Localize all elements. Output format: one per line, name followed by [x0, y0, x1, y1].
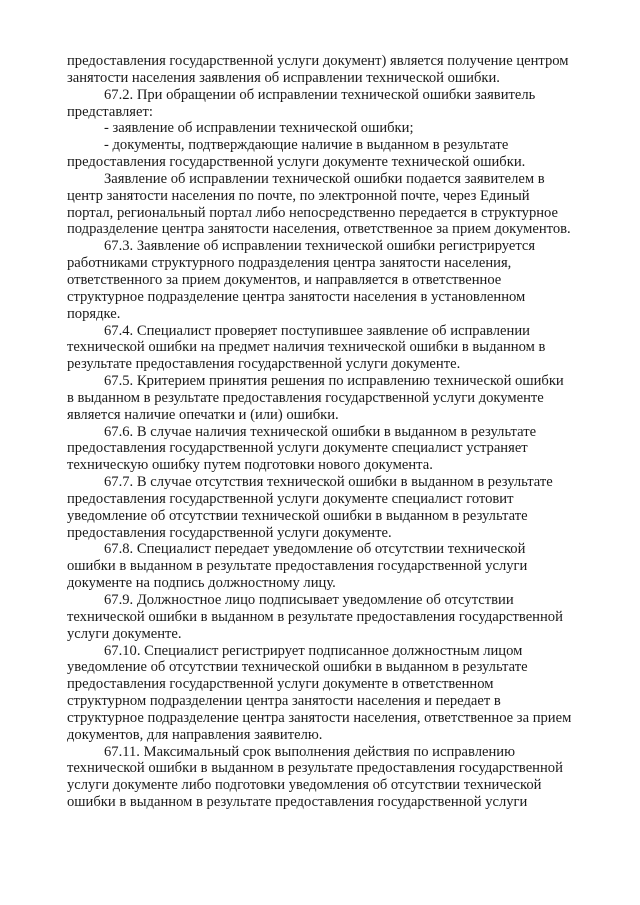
paragraph-submission: Заявление об исправлении технической ошибки подается заявителем в центр занятости населения по почте, по электронной почте, через Единый портал, региональный портал либо непосредственно передается в структурное подразделение центра занятости населения, ответственное за прием документов.: [67, 170, 571, 238]
list-item-application: - заявление об исправлении технической ошибки;: [104, 120, 414, 137]
paragraph-67-3: 67.3. Заявление об исправлении технической ошибки регистрируется работниками структурного подразделения центра занятости населения, ответственного за прием документов, и направляется в ответственное структурное подразделение центра занятости населения в установленном порядке.: [67, 238, 536, 322]
paragraph-67-4: 67.4. Специалист проверяет поступившее заявление об исправлении технической ошибки на предмет наличия технической ошибки в выданном в результате предоставления государственной услуги документе.: [67, 322, 546, 373]
paragraph-67-6: 67.6. В случае наличия технической ошибки в выданном в результате предоставления государственной услуги документе специалист устраняет техническую ошибку путем подготовки нового документа.: [67, 423, 537, 474]
paragraph-continuation: предоставления государственной услуги документ) является получение центром занятости населения заявления об исправлении технической ошибки.: [67, 53, 569, 86]
paragraph-67-10: 67.10. Специалист регистрирует подписанное должностным лицом уведомление об отсутствии технической ошибки в выданном в результате предоставления государственной услуги документе в ответственном структурном подразделении центра занятости населения и передает в структурное подразделение центра занятости населения, ответственное за прием документов, для направления заявителю.: [67, 642, 572, 743]
paragraph-67-7: 67.7. В случае отсутствия технической ошибки в выданном в результате предоставления государственной услуги документе специалист готовит уведомление об отсутствии технической ошибки в выданном в результате предоставления государственной услуги документе.: [67, 474, 553, 541]
paragraph-67-11: 67.11. Максимальный срок выполнения действия по исправлению технической ошибки в выданном в результате предоставления государственной услуги документе либо подготовки уведомления об отсутствии технической ошибки в выданном в результате предоставления государственной услуги: [67, 743, 563, 811]
paragraph-67-8: 67.8. Специалист передает уведомление об отсутствии технической ошибки в выданном в результате предоставления государственной услуги документе на подпись должностному лицу.: [67, 541, 528, 592]
paragraph-67-9: 67.9. Должностное лицо подписывает уведомление об отсутствии технической ошибки в выданном в результате предоставления государственной услуги документе.: [67, 592, 563, 642]
list-item-documents: - документы, подтверждающие наличие в выданном в результате предоставления государственной услуги документе технической ошибки.: [67, 137, 526, 171]
paragraph-67-2: 67.2. При обращении об исправлении технической ошибки заявитель представляет:: [67, 86, 536, 120]
paragraph-67-5: 67.5. Критерием принятия решения по исправлению технической ошибки в выданном в результате предоставления государственной услуги документе является наличие опечатки и (или) ошибки.: [67, 373, 564, 423]
document-body: [67, 53, 590, 811]
